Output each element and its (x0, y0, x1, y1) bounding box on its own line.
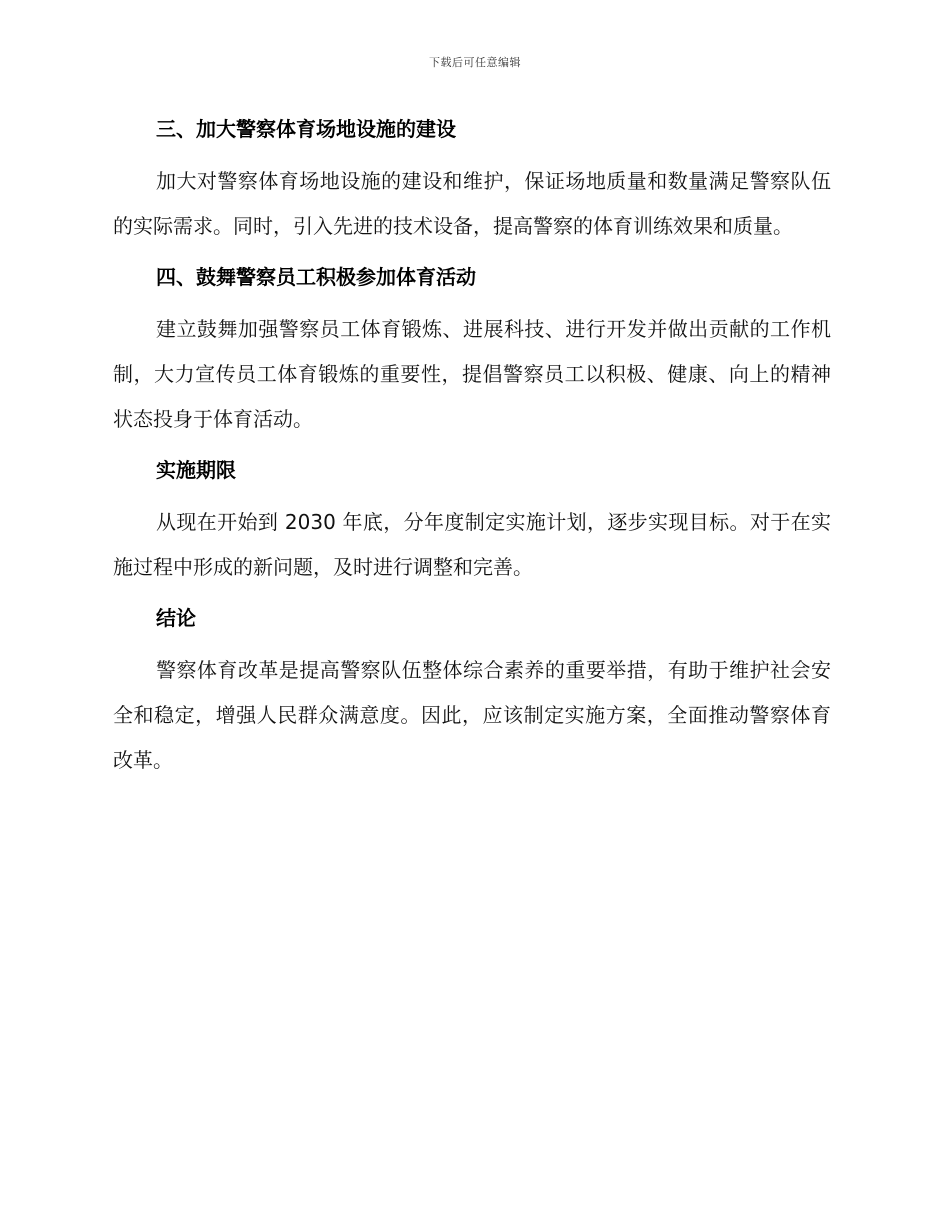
section-conclusion (113, 600, 831, 783)
header-note: 下载后可任意编辑 (429, 56, 521, 69)
document-body (113, 111, 831, 783)
section-timeline (113, 452, 831, 590)
section-facilities (113, 111, 831, 249)
section-heading: 结论 (156, 606, 196, 630)
section-paragraph: 从现在开始到 2030 年底，分年度制定实施计划，逐步实现目标。对于在实施过程中形成的新问题，及时进行调整和完善。 (113, 510, 831, 579)
section-heading: 四、鼓舞警察员工积极参加体育活动 (156, 265, 476, 289)
section-paragraph: 建立鼓舞加强警察员工体育锻炼、进展科技、进行开发并做出贡献的工作机制，大力宣传员工体育锻炼的重要性，提倡警察员工以积极、健康、向上的精神状态投身于体育活动。 (113, 317, 831, 431)
section-paragraph: 加大对警察体育场地设施的建设和维护，保证场地质量和数量满足警察队伍的实际需求。同时，引入先进的技术设备，提高警察的体育训练效果和质量。 (113, 169, 831, 238)
section-heading: 实施期限 (156, 458, 236, 482)
section-heading: 三、加大警察体育场地设施的建设 (156, 117, 456, 141)
section-paragraph: 警察体育改革是提高警察队伍整体综合素养的重要举措，有助于维护社会安全和稳定，增强人民群众满意度。因此，应该制定实施方案，全面推动警察体育改革。 (113, 658, 831, 772)
section-encourage (113, 259, 831, 442)
